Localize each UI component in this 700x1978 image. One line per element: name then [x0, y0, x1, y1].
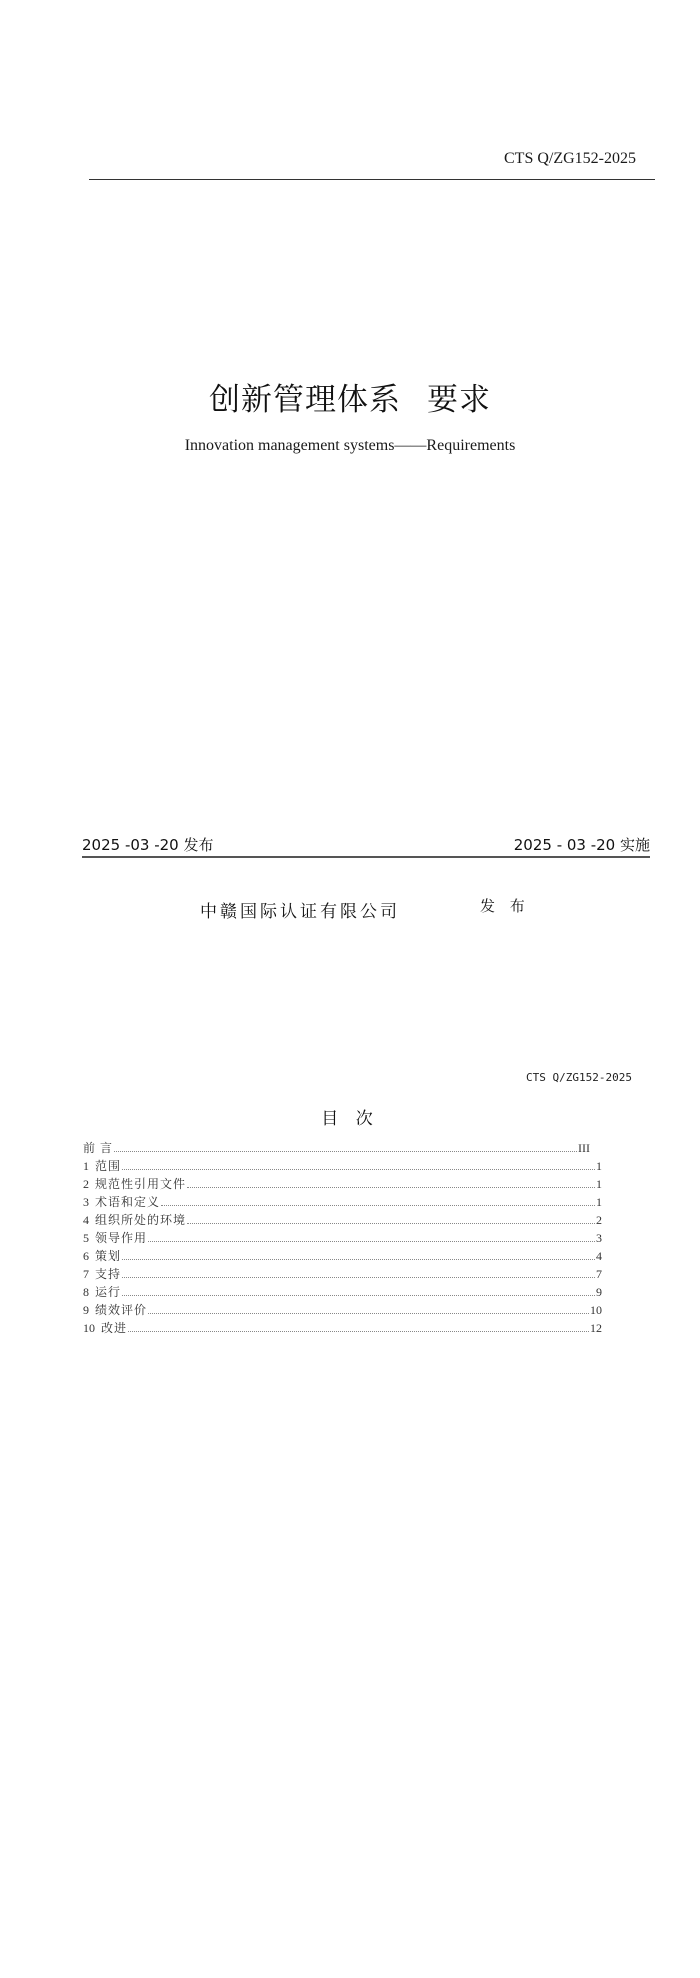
- toc-item-label: 策划: [95, 1249, 122, 1263]
- date-rule: [82, 856, 650, 858]
- toc-leader-dots: [114, 1151, 577, 1152]
- toc-item-page: 2: [596, 1213, 602, 1227]
- toc-item-improvement[interactable]: [83, 1319, 602, 1337]
- toc-item-page: 1: [596, 1159, 602, 1173]
- toc-item-number: 3: [83, 1195, 89, 1209]
- toc-leader-dots: [122, 1295, 595, 1296]
- toc-item-number: 2: [83, 1177, 89, 1191]
- toc-item-page: 3: [596, 1231, 602, 1245]
- toc-item-label: 范围: [95, 1159, 122, 1173]
- toc-item-operation[interactable]: [83, 1283, 602, 1301]
- title-cn-sub: 要求: [427, 382, 491, 418]
- toc-leader-dots: [161, 1205, 595, 1206]
- toc-leader-dots: [128, 1331, 589, 1332]
- toc-item-number: 6: [83, 1249, 89, 1263]
- toc-item-planning[interactable]: [83, 1247, 602, 1265]
- header-rule: [89, 179, 655, 180]
- toc-item-label: 运行: [95, 1285, 122, 1299]
- publisher-row: [200, 897, 540, 921]
- toc-item-number: 4: [83, 1213, 89, 1227]
- toc-item-label: 改进: [101, 1321, 128, 1335]
- toc-item-page: 4: [596, 1249, 602, 1263]
- toc-item-number: 9: [83, 1303, 89, 1317]
- toc-leader-dots: [148, 1313, 589, 1314]
- toc-item-performance-evaluation[interactable]: [83, 1301, 602, 1319]
- document-title-cn: [0, 374, 700, 419]
- toc-item-page: 7: [596, 1267, 602, 1281]
- toc-item-page: III: [578, 1141, 590, 1155]
- toc-item-label: 组织所处的环境: [95, 1213, 187, 1227]
- date-row: [82, 834, 650, 856]
- toc-item-scope[interactable]: [83, 1157, 602, 1175]
- standard-code-header: CTS Q/ZG152-2025: [504, 150, 636, 167]
- implement-date: 2025 - 03 -20 实施: [513, 836, 650, 854]
- toc-item-label: 绩效评价: [95, 1303, 148, 1317]
- toc-item-page: 1: [596, 1177, 602, 1191]
- toc-item-context[interactable]: [83, 1211, 602, 1229]
- toc-item-preface[interactable]: [83, 1139, 602, 1157]
- toc-item-normative-references[interactable]: [83, 1175, 602, 1193]
- toc-leader-dots: [148, 1241, 595, 1242]
- publish-action: 发 布: [480, 897, 530, 915]
- toc-item-terms-definitions[interactable]: [83, 1193, 602, 1211]
- toc-leader-dots: [122, 1169, 595, 1170]
- toc-item-page: 12: [590, 1321, 602, 1335]
- toc-leader-dots: [187, 1187, 595, 1188]
- title-cn-main: 创新管理体系: [209, 382, 401, 418]
- toc-item-page: 9: [596, 1285, 602, 1299]
- toc-item-number: 8: [83, 1285, 89, 1299]
- toc-item-number: 7: [83, 1267, 89, 1281]
- toc-item-support[interactable]: [83, 1265, 602, 1283]
- publish-date: 2025 -03 -20 发布: [82, 836, 214, 854]
- publisher-name: 中赣国际认证有限公司: [200, 902, 400, 922]
- toc-leader-dots: [187, 1223, 595, 1224]
- table-of-contents: [83, 1139, 602, 1337]
- standard-code-toc-header: CTS Q/ZG152-2025: [526, 1071, 632, 1084]
- toc-item-number: 1: [83, 1159, 89, 1173]
- document-title-en: Innovation management systems——Requirements: [184, 437, 516, 454]
- toc-item-page: 1: [596, 1195, 602, 1209]
- toc-item-label: 规范性引用文件: [95, 1177, 187, 1191]
- toc-item-number: 5: [83, 1231, 89, 1245]
- toc-item-page: 10: [590, 1303, 602, 1317]
- toc-item-leadership[interactable]: [83, 1229, 602, 1247]
- toc-item-label: 前 言: [83, 1141, 114, 1155]
- toc-item-label: 术语和定义: [95, 1195, 161, 1209]
- toc-title: 目 次: [321, 1109, 379, 1129]
- toc-item-label: 领导作用: [95, 1231, 148, 1245]
- toc-item-label: 支持: [95, 1267, 122, 1281]
- toc-leader-dots: [122, 1259, 595, 1260]
- toc-leader-dots: [122, 1277, 595, 1278]
- toc-item-number: 10: [83, 1321, 95, 1335]
